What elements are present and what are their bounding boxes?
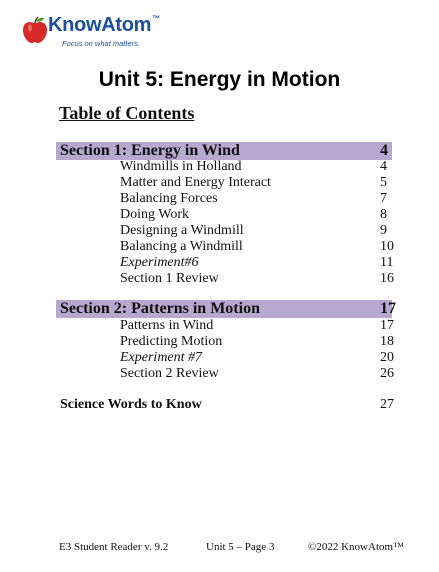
apple-icon — [22, 16, 48, 44]
toc-entry: Section 1 Review — [120, 271, 219, 286]
toc-entry: Designing a Windmill — [120, 223, 244, 238]
toc-entry: Doing Work — [120, 207, 190, 222]
toc-entry-page: 4 — [380, 159, 387, 174]
science-words-entry: Science Words to Know — [60, 397, 202, 412]
footer-copyright: ©2022 KnowAtom™ — [308, 541, 404, 553]
toc-entry: Windmills in Holland — [120, 159, 242, 174]
brand-tagline: Focus on what matters. — [62, 39, 140, 48]
brand-trademark: ™ — [152, 14, 160, 23]
toc-entry-page: 17 — [380, 318, 394, 333]
section-title: Section 1: Energy in Wind — [60, 142, 240, 159]
section-page: 17 — [380, 300, 396, 317]
toc-entry-page: 16 — [380, 271, 394, 286]
section-page: 4 — [380, 142, 388, 159]
toc-entry-page: 9 — [380, 223, 387, 238]
brand-name — [48, 14, 160, 37]
toc-entry: Balancing Forces — [120, 191, 218, 206]
toc-entry-page: 7 — [380, 191, 387, 206]
toc-entry-page: 20 — [380, 350, 394, 365]
page-title: Unit 5: Energy in Motion — [98, 68, 341, 91]
footer-page-number: Unit 5 – Page 3 — [206, 541, 275, 553]
knowatom-logo — [22, 14, 182, 48]
toc-entry: Experiment#6 — [120, 255, 199, 270]
section-title: Section 2: Patterns in Motion — [60, 300, 260, 317]
toc-entry-page: 11 — [380, 255, 394, 270]
footer-reader-version: E3 Student Reader v. 9.2 — [59, 541, 169, 553]
toc-entry: Balancing a Windmill — [120, 239, 243, 254]
brand-text: KnowAtom — [48, 14, 152, 36]
toc-heading: Table of Contents — [59, 103, 195, 123]
toc-entry: Patterns in Wind — [120, 318, 214, 333]
toc-entry: Experiment #7 — [120, 350, 203, 365]
toc-entry: Section 2 Review — [120, 366, 219, 381]
toc-entry-page: 8 — [380, 207, 387, 222]
toc-entry-page: 18 — [380, 334, 394, 349]
toc-entry: Matter and Energy Interact — [120, 175, 271, 190]
toc-entry-page: 10 — [380, 239, 394, 254]
toc-entry: Predicting Motion — [120, 334, 223, 349]
science-words-page: 27 — [380, 397, 394, 412]
toc-entry-page: 5 — [380, 175, 387, 190]
toc-entry-page: 26 — [380, 366, 394, 381]
